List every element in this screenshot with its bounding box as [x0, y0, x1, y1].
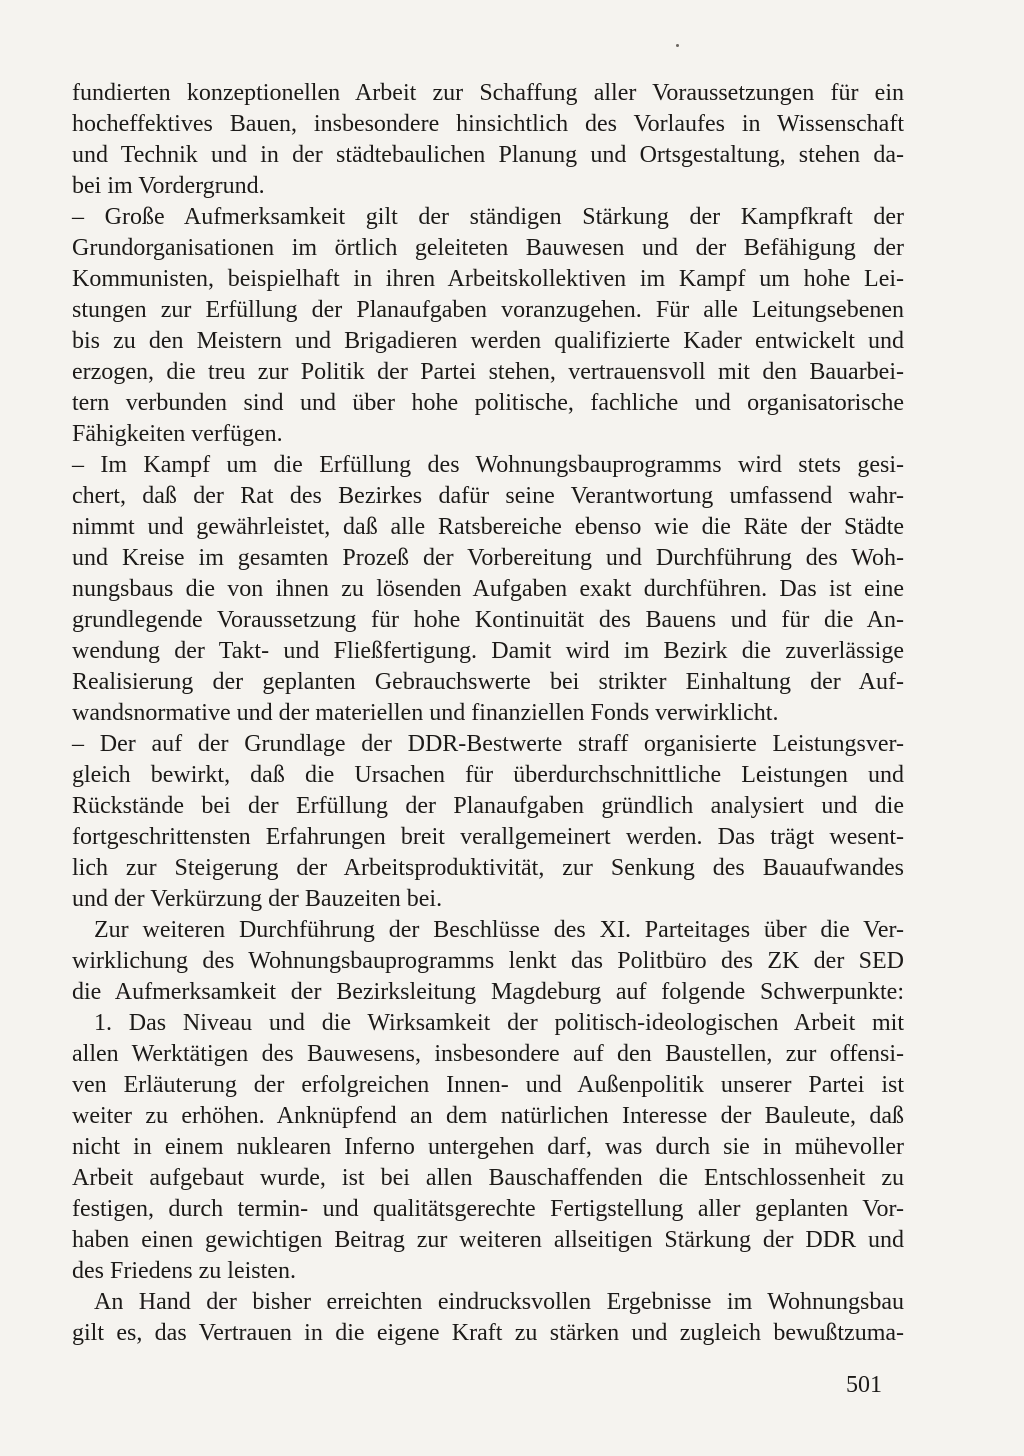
text-line: bei im Vordergrund. — [72, 173, 265, 199]
text-line: tern verbunden sind und über hohe politische, fachliche und organisatorische — [72, 390, 904, 416]
text-line: nimmt und gewährleistet, daß alle Ratsbereiche ebenso wie die Räte der Städte — [72, 514, 904, 540]
text-line: wandsnormative und der materiellen und finanziellen Fonds verwirklicht. — [72, 700, 779, 726]
text-line: Grundorganisationen im örtlich geleiteten Bauwesen und der Befähigung der — [72, 235, 904, 261]
text-line: weiter zu erhöhen. Anknüpfend an dem natürlichen Interesse der Bauleute, daß — [72, 1103, 904, 1129]
text-line: und Technik und in der städtebaulichen Planung und Ortsgestaltung, stehen da- — [72, 142, 904, 168]
text-line: stungen zur Erfüllung der Planaufgaben voranzugehen. Für alle Leitungsebenen — [72, 297, 904, 323]
text-line: chert, daß der Rat des Bezirkes dafür seine Verantwortung umfassend wahr- — [72, 483, 904, 509]
text-line: erzogen, die treu zur Politik der Partei stehen, vertrauensvoll mit den Bauarbei- — [72, 359, 904, 385]
text-line: allen Werktätigen des Bauwesens, insbesondere auf den Baustellen, zur offensi- — [72, 1041, 904, 1067]
text-line: nicht in einem nuklearen Inferno untergehen darf, was durch sie in mühevoller — [72, 1134, 904, 1160]
text-line: lich zur Steigerung der Arbeitsproduktivität, zur Senkung des Bauaufwandes — [72, 855, 904, 881]
text-line: nungsbaus die von ihnen zu lösenden Aufgaben exakt durchführen. Das ist eine — [72, 576, 904, 602]
text-line: 1. Das Niveau und die Wirksamkeit der politisch-ideologischen Arbeit mit — [94, 1010, 904, 1036]
text-line: wendung der Takt- und Fließfertigung. Damit wird im Bezirk die zuverlässige — [72, 638, 904, 664]
text-line: Zur weiteren Durchführung der Beschlüsse des XI. Parteitages über die Ver- — [94, 917, 904, 943]
text-line: An Hand der bisher erreichten eindrucksvollen Ergebnisse im Wohnungsbau — [94, 1289, 904, 1315]
text-line: – Im Kampf um die Erfüllung des Wohnungsbauprogramms wird stets gesi- — [72, 452, 904, 478]
text-line: – Der auf der Grundlage der DDR-Bestwerte straff organisierte Leistungsver- — [72, 731, 904, 757]
text-line: die Aufmerksamkeit der Bezirksleitung Magdeburg auf folgende Schwerpunkte: — [72, 979, 904, 1005]
text-line: Fähigkeiten verfügen. — [72, 421, 283, 447]
body-text — [72, 78, 904, 1349]
text-line: festigen, durch termin- und qualitätsgerechte Fertigstellung aller geplanten Vor- — [72, 1196, 904, 1222]
text-line: Arbeit aufgebaut wurde, ist bei allen Bauschaffenden die Entschlossenheit zu — [72, 1165, 904, 1191]
page-number: 501 — [846, 1372, 882, 1398]
text-line: wirklichung des Wohnungsbauprogramms lenkt das Politbüro des ZK der SED — [72, 948, 904, 974]
text-line: bis zu den Meistern und Brigadieren werden qualifizierte Kader entwickelt und — [72, 328, 904, 354]
text-line: Realisierung der geplanten Gebrauchswerte bei strikter Einhaltung der Auf- — [72, 669, 904, 695]
text-line: Kommunisten, beispielhaft in ihren Arbeitskollektiven im Kampf um hohe Lei- — [72, 266, 904, 292]
text-line: fortgeschrittensten Erfahrungen breit verallgemeinert werden. Das trägt wesent- — [72, 824, 904, 850]
text-line: ven Erläuterung der erfolgreichen Innen- und Außenpolitik unserer Partei ist — [72, 1072, 904, 1098]
text-line: Rückstände bei der Erfüllung der Planaufgaben gründlich analysiert und die — [72, 793, 904, 819]
text-line: gilt es, das Vertrauen in die eigene Kraft zu stärken und zugleich bewußtzuma- — [72, 1320, 904, 1346]
scan-speck — [676, 44, 679, 47]
text-line: hocheffektives Bauen, insbesondere hinsichtlich des Vorlaufes in Wissenschaft — [72, 111, 904, 137]
text-line: haben einen gewichtigen Beitrag zur weiteren allseitigen Stärkung der DDR und — [72, 1227, 904, 1253]
text-line: grundlegende Voraussetzung für hohe Kontinuität des Bauens und für die An- — [72, 607, 904, 633]
text-line: gleich bewirkt, daß die Ursachen für überdurchschnittliche Leistungen und — [72, 762, 904, 788]
text-line: fundierten konzeptionellen Arbeit zur Schaffung aller Voraussetzungen für ein — [72, 80, 904, 106]
text-line: – Große Aufmerksamkeit gilt der ständigen Stärkung der Kampfkraft der — [72, 204, 904, 230]
text-line: des Friedens zu leisten. — [72, 1258, 296, 1284]
text-line: und der Verkürzung der Bauzeiten bei. — [72, 886, 443, 912]
text-line: und Kreise im gesamten Prozeß der Vorbereitung und Durchführung des Woh- — [72, 545, 904, 571]
